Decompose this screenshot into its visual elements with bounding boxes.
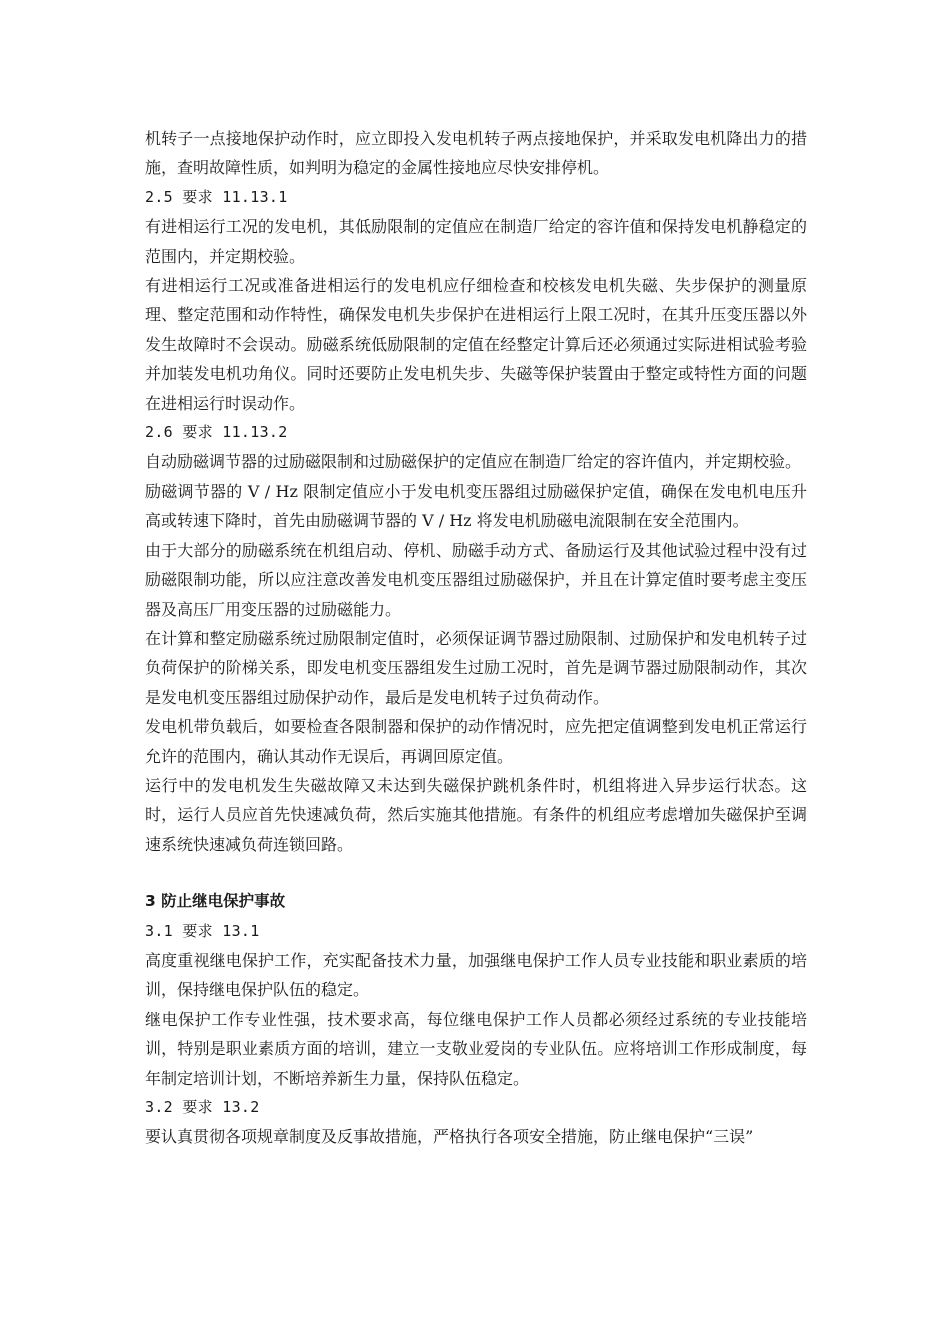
requirement-label: 3.1 要求 13.1 <box>145 921 260 940</box>
paragraph: 由于大部分的励磁系统在机组启动、停机、励磁手动方式、备励运行及其他试验过程中没有过励磁限制功能，所以应注意改善发电机变压器组过励磁保护，并且在计算定值时要考虑主变压器及高压厂用变压器的过励磁能力。 <box>145 540 807 619</box>
paragraph: 励磁调节器的 V / Hz 限制定值应小于发电机变压器组过励磁保护定值，确保在发电机电压升高或转速下降时，首先由励磁调节器的 V / Hz 将发电机励磁电流限制在安全范围内。 <box>145 481 807 531</box>
document-body <box>145 124 807 1152</box>
paragraph: 要认真贯彻各项规章制度及反事故措施，严格执行各项安全措施，防止继电保护“三误” <box>145 1127 754 1147</box>
requirement-label: 2.5 要求 11.13.1 <box>145 187 288 206</box>
paragraph: 在计算和整定励磁系统过励限制定值时，必须保证调节器过励限制、过励保护和发电机转子过负荷保护的阶梯关系，即发电机变压器组发生过励工况时，首先是调节器过励限制动作，其次是发电机变压器组过励保护动作，最后是发电机转子过负荷动作。 <box>145 628 807 707</box>
requirement-label: 2.6 要求 11.13.2 <box>145 423 288 442</box>
paragraph: 继电保护工作专业性强，技术要求高，每位继电保护工作人员都必须经过系统的专业技能培训，特别是职业素质方面的培训，建立一支敬业爱岗的专业队伍。应将培训工作形成制度，每年制定培训计划，不断培养新生力量，保持队伍稳定。 <box>145 1009 807 1088</box>
paragraph: 运行中的发电机发生失磁故障又未达到失磁保护跳机条件时，机组将进入异步运行状态。这时，运行人员应首先快速减负荷，然后实施其他措施。有条件的机组应考虑增加失磁保护至调速系统快速减负荷连锁回路。 <box>145 775 807 854</box>
paragraph: 机转子一点接地保护动作时，应立即投入发电机转子两点接地保护，并采取发电机降出力的措施，查明故障性质，如判明为稳定的金属性接地应尽快安排停机。 <box>145 129 807 178</box>
paragraph: 高度重视继电保护工作，充实配备技术力量，加强继电保护工作人员专业技能和职业素质的培训，保持继电保护队伍的稳定。 <box>145 950 807 1000</box>
section-heading: 3 防止继电保护事故 <box>145 892 286 911</box>
paragraph: 自动励磁调节器的过励磁限制和过励磁保护的定值应在制造厂给定的容许值内，并定期校验。 <box>145 452 802 472</box>
paragraph: 有进相运行工况或准备进相运行的发电机应仔细检查和校核发电机失磁、失步保护的测量原理、整定范围和动作特性，确保发电机失步保护在进相运行上限工况时，在其升压变压器以外发生故障时不会误动。励磁系统低励限制的定值在经整定计算后还必须通过实际进相试验考验并加装发电机功角仪。同时还要防止发电机失步、失磁等保护装置由于整定或特性方面的问题在进相运行时误动作。 <box>145 276 807 413</box>
paragraph: 发电机带负载后，如要检查各限制器和保护的动作情况时，应先把定值调整到发电机正常运行允许的范围内，确认其动作无误后，再调回原定值。 <box>145 717 807 766</box>
requirement-label: 3.2 要求 13.2 <box>145 1098 260 1116</box>
paragraph: 有进相运行工况的发电机，其低励限制的定值应在制造厂给定的容许值和保持发电机静稳定的范围内，并定期校验。 <box>145 217 807 266</box>
